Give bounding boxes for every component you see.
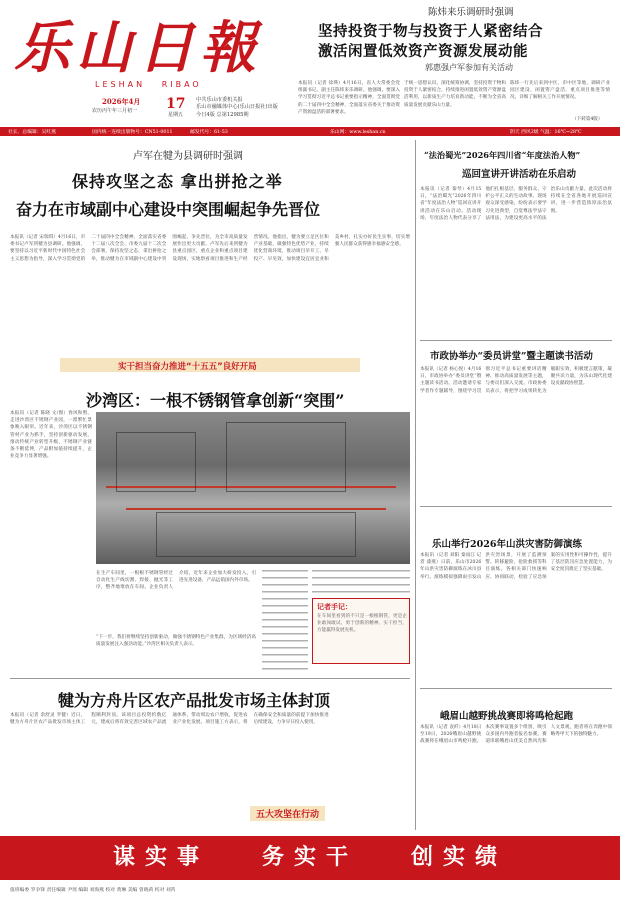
weekday: 星期五 <box>168 112 184 118</box>
publisher-2: 乐山市融媒体中心(乐山日报社)出版 <box>196 104 278 110</box>
page-count: 今日4版 总第12985期 <box>196 112 249 118</box>
five-battles-stamp: 五大攻坚在行动 <box>250 806 325 821</box>
photo-frame-3 <box>156 512 356 557</box>
legal-story-body: 本报讯（记者 秦琴）4月15日，“法治蜀光”2026年四川省“年度法治人物”巡回宣讲开讲活动在乐山启动。活动现场，年度法治人物代表分享了他们扎根基层、服务群众、守护公平正义的生动故事。现场观众深受感染，纷纷表示要学习先进典型，自觉尊法学法守法用法，为建设更高水平的法治乐山贡献力量。此次活动将持续在全省各地开展巡回宣讲，进一步营造浓厚法治氛围。 <box>420 187 612 221</box>
top-story-kicker: 陈炜来乐调研时强调 <box>428 7 514 18</box>
top-story-headline-1: 坚持投资于物与投资于人紧密结合 <box>318 24 543 40</box>
right-rule-2 <box>420 506 612 507</box>
top-story-headline-2: 激活闲置低效资产资源发展动能 <box>318 44 528 60</box>
top-story-body-3: 陈炜一行先后来到中区、市中区等地，调研产业园区建设、闲置资产盘活、重点项目推进等情况，详细了解相关工作开展情况。 <box>510 81 610 101</box>
bottom-story-headline: 犍为方舟片区农产品批发市场主体封顶 <box>58 691 331 710</box>
county-story-headline-2: 奋力在市域副中心建设中突围崛起争先晋位 <box>16 200 321 219</box>
masthead-pinyin: LESHAN RIBAO <box>95 80 202 89</box>
legal-story-headline-1: “法治蜀光”2026年四川省“年度法治人物” <box>424 150 581 160</box>
photo-beam-2 <box>126 508 386 510</box>
strip-postal: 邮发代号：61-53 <box>190 130 228 135</box>
legal-story-headline-2: 巡回宣讲开讲活动在乐启动 <box>462 169 577 180</box>
lunar-date: 农历丙午年三月初一 <box>92 108 138 114</box>
top-story-body-2: 于统一思想认识，深化统筹协调，坚持投资于物和投资于人紧密结合，持续推进闲置低效资产资源盘活利用，以新质生产力培育新动能，不断为全省高质量发展贡献乐山力量。 <box>404 81 506 108</box>
publisher-1: 中共乐山市委机关报 <box>196 97 243 103</box>
strip-cn-code: 国内统一连续出版物号：CN51-0011 <box>92 130 173 135</box>
reporter-comment-title: 记者手记： <box>317 602 352 611</box>
issue-day: 17 <box>166 96 186 112</box>
county-story-kicker: 卢军在犍为县调研时强调 <box>133 151 243 162</box>
feature-photo-caption-lines <box>312 570 410 594</box>
strip-editor: 社长、总编辑：吴红燕 <box>8 130 56 135</box>
trail-race-body: 本报讯（记者 袁纤）4月18日至19日，2026峨眉山越野挑战赛将在峨眉山市鸣枪开跑。本次赛事设置多个组别，吸引众多国内外跑者报名参赛。赛道串联峨眉山优美自然风光和人文景观，跑者将在奔跑中领略秀甲天下的独特魅力。 <box>420 725 612 745</box>
footer-editors: 值班编委 罗争锋 责任编辑 尹瑶 编辑 刘海燕 校对 黄琳 美编 曾晓莉 校对 刘芮 <box>10 888 176 893</box>
photo-frame-1 <box>116 432 196 492</box>
photo-frame-2 <box>226 422 346 492</box>
feature-side-lines <box>262 570 308 670</box>
feature-body-1: 本报讯（记者 陈晓 文/图）春风和煦，走进沙湾区不锈钢产业园，一派繁忙景象映入眼帘。近年来，沙湾区以不锈钢管材产业为抓手，坚持创新驱动发展，推动传统产业转型升级，不锈钢产业链条不断延伸，产品附加值持续提升，企业竞争力显著增强。 <box>10 411 92 460</box>
right-column-divider <box>415 140 416 830</box>
strip-weather: 阴天 西风2级 气温：16℃~28℃ <box>510 130 582 135</box>
cppcc-story-headline: 市政协举办“委员讲堂”暨主题读书活动 <box>430 351 593 362</box>
bottom-story-body: 本报讯（记者 余舒灵 罗健）近日，犍为方舟片区农产品批发市场主体工程顺利封顶。该项目总投资约数亿元，建成后将有效完善区域农产品流通体系，带动周边农户增收，促进农业产业化发展。项目施工方表示，将在确保安全和质量的前提下加快推进后续建设，力争早日投入使用。 <box>10 713 329 726</box>
flood-drill-headline: 乐山举行2026年山洪灾害防御演练 <box>432 539 582 550</box>
reporter-comment-body: 在车间里看到的不只是一根根钢管，更是企业敢闯敢试、勇于创新的精神。实干担当，方能赢得发展先机。 <box>317 614 407 634</box>
right-rule-1 <box>420 340 612 341</box>
feature-ribbon-text: 实干担当奋力推进“十五五”良好开局 <box>118 362 257 372</box>
top-story-turn: （下转第4版） <box>572 117 603 122</box>
cppcc-story-body: 本报讯（记者 杨心悦）4月16日，市政协举办“委员讲堂”暨主题读书活动。活动邀请专家学者作专题辅导，围绕学习贯彻习近平总书记重要讲话精神、推动高质量发展等主题，与委员们深入交流。市政协委员表示，将把学习成果转化为履职实效，积极建言献策，凝聚共识力量，为乐山现代化建设贡献政协智慧。 <box>420 367 612 394</box>
county-story-headline-1: 保持攻坚之态 拿出拼抢之举 <box>72 172 283 191</box>
masthead-title: 乐山日報 <box>14 15 262 81</box>
reporter-comment-box <box>312 598 410 664</box>
strip-website: 乐山网：www.leshan.cn <box>330 130 386 135</box>
feature-headline: 沙湾区：一根不锈钢管拿创新“突围” <box>86 391 345 410</box>
feature-caption-text <box>312 570 410 594</box>
bottom-story-rule <box>10 678 410 679</box>
feature-body-3: “下一步，我们将继续坚持创新驱动，做强不锈钢特色产业集群，为区域经济高质量发展注入强劲动能。”沙湾区相关负责人表示。 <box>96 635 256 648</box>
right-rule-3 <box>420 688 612 689</box>
trail-race-headline: 峨眉山越野挑战赛即将鸣枪起跑 <box>440 711 574 722</box>
top-story-subhead: 郭惠强卢军参加有关活动 <box>425 63 513 72</box>
county-story-body: 本报讯（记者 宋瑞琪）4月16日，市委书记卢军到犍为县调研。他强调，要坚持以习近平新时代中国特色社会主义思想为指导，深入学习贯彻党的二十届四中全会精神，全面落实省委十二届八次全会、市委九届十二次全会部署，保持攻坚之态，拿出拼抢之举，推动犍为在市域副中心建设中突围崛起、争先晋位，为全市高质量发展作出更大贡献。卢军先后来到犍为县重点园区、重点企业和重点项目建设现场，实地察看项目推进和生产经营情况。他指出，犍为要立足区位和产业基础，做强特色优势产业，持续优化营商环境，推动项目早开工、早投产、早见效，加快建设宜居宜业和美乡村，扎实办好民生实事，切实增强人民群众获得感幸福感安全感。 <box>10 235 410 262</box>
date-line: 2026年4月 <box>102 97 141 106</box>
feature-side-text <box>262 570 308 670</box>
flood-drill-body: 本报讯（记者 刘阳 秦雨江 记者 漆燕）日前，乐山市2026年山洪灾害防御演练在沐川县举行。演练模拟强降雨引发山洪灾害场景，开展了监测预警、转移避险、抢险救援等科目演练。各相关部门快速响应、协同联动，检验了应急预案的实用性和可操作性，提升了基层防汛应急处置能力，为安全度汛奠定了坚实基础。 <box>420 553 612 580</box>
top-story-body-1: 本报讯（记者 徐瑛）4月16日，省人大常委会党组副书记、副主任陈炜来乐调研。他强调，要深入学习贯彻习近平总书记重要指示精神，全面贯彻党的二十届四中全会精神，全面落实省委关于推动资产资源盘活的部署要求。 <box>298 81 400 115</box>
footer-slogan-banner: 谋实事 务实干 创实绩 <box>0 836 620 880</box>
feature-photo <box>96 412 410 564</box>
date-block <box>92 97 282 127</box>
feature-body-2: 在生产车间里，一根根不锈钢管经过自动化生产线切割、焊接、抛光等工序，整齐地堆放在车间。企业负责人介绍，近年来企业加大研发投入，引进先进设备，产品远销国内外市场。 <box>96 571 256 591</box>
